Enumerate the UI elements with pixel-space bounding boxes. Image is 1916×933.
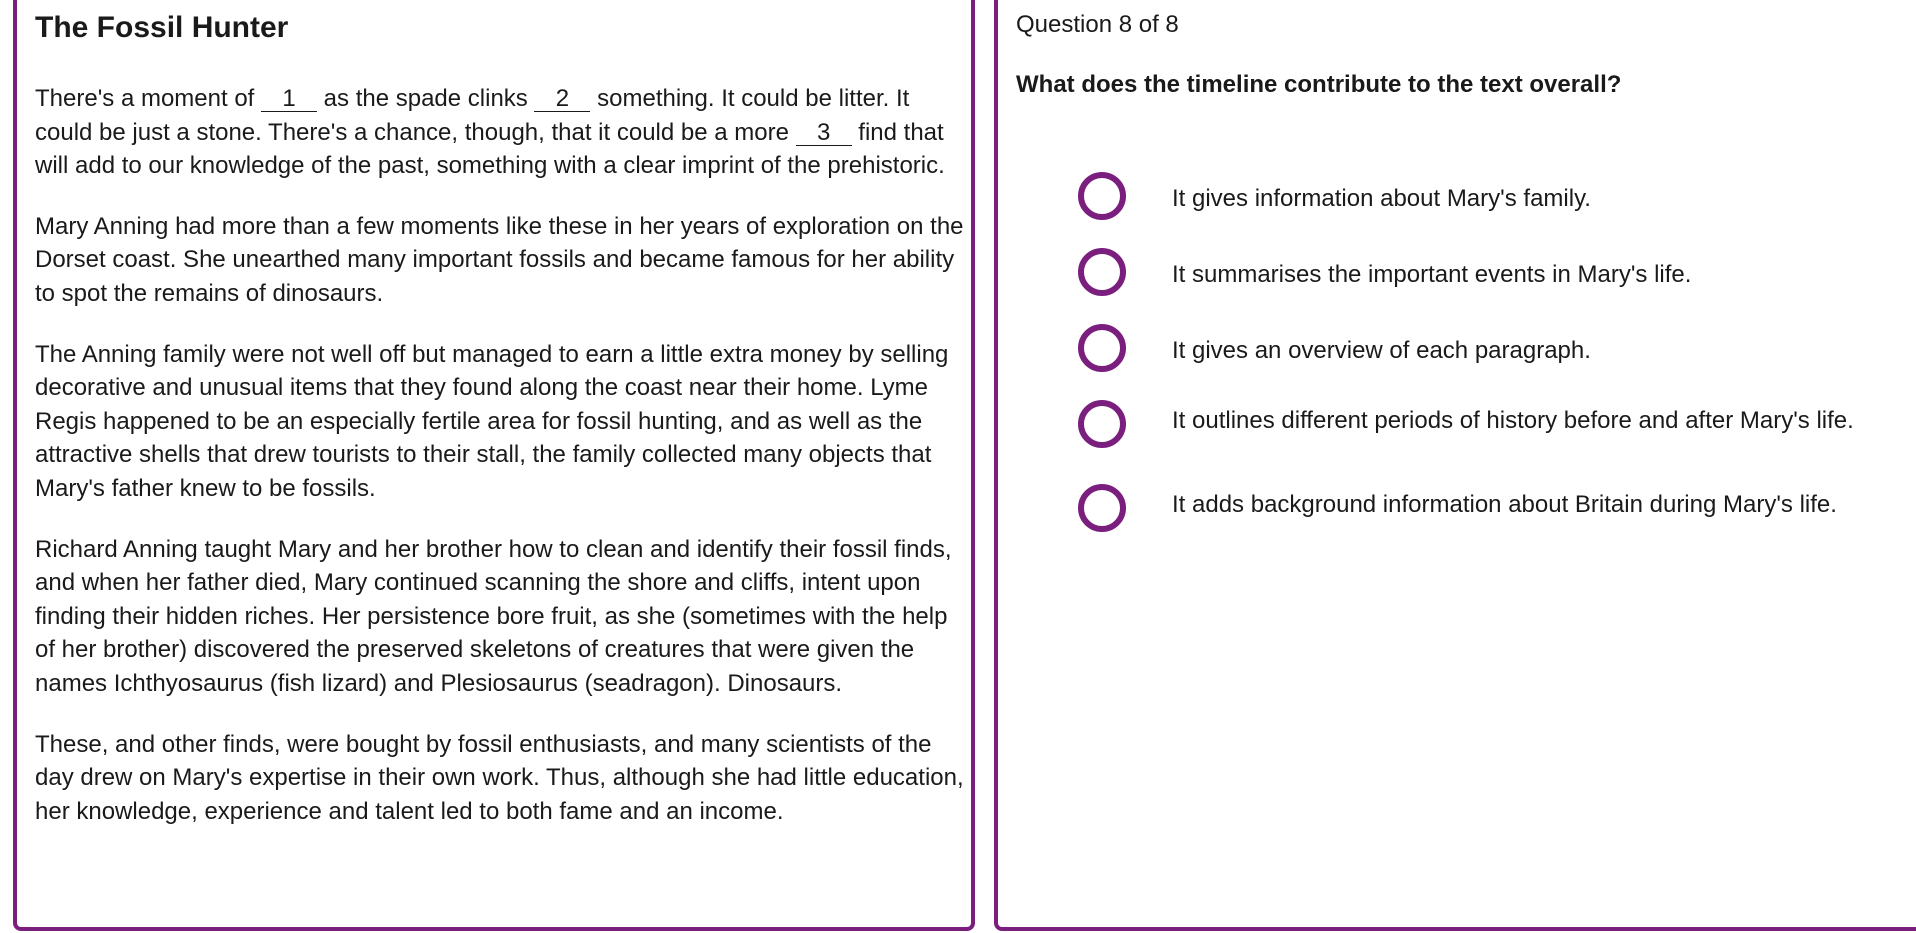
question-panel (994, 0, 1916, 931)
passage-paragraph-3: The Anning family were not well off but managed to earn a little extra money by selling decorative and unusual items that they found along the coast near their home. Lyme Regis happened to be an especially fertile area for fossil hunting, and as well as the attractive shells that drew tourists to their stall, the family collected many objects that Mary's father knew to be fossils. (35, 340, 949, 502)
passage-paragraph-4: Richard Anning taught Mary and her brother how to clean and identify their fossil finds, and when her father died, Mary continued scanning the shore and cliffs, intent upon finding their hidden riches. Her persistence bore fruit, as she (sometimes with the help of her brother) discovered the preserved skeletons of creatures that were given the names Ichthyosaurus (fish lizard) and Plesiosaurus (seadragon). Dinosaurs. (35, 535, 952, 697)
passage-paragraph-2: Mary Anning had more than a few moments like these in her years of exploration on the Dorset coast. She unearthed many important fossils and became famous for her ability to spot the remains of dinosaurs. (35, 212, 964, 307)
answer-option-5[interactable] (1078, 484, 1898, 568)
paragraph-text: There's a moment of (35, 85, 262, 112)
answer-option-2[interactable] (1078, 248, 1898, 324)
paragraph-text: find that will add to our knowledge of the past, something with a clear imprint of the prehistoric. (35, 118, 945, 180)
answer-option-label[interactable]: It adds background information about Britain during Mary's life. (1172, 491, 1837, 518)
paragraph-text: something. It could be litter. It could be just a stone. There's a chance, though, that it could be a more (35, 85, 910, 146)
answer-option-label[interactable]: It gives an overview of each paragraph. (1172, 337, 1591, 364)
answer-option-4[interactable] (1078, 400, 1898, 484)
answer-option-1[interactable] (1078, 172, 1898, 248)
passage-paragraph-5: These, and other finds, were bought by fossil enthusiasts, and many scientists of the day drew on Mary's expertise in their own work. Thus, although she had little education, her knowledge, experience and talent led to both fame and an income. (35, 730, 964, 825)
radio-button[interactable] (1078, 484, 1126, 532)
answer-option-3[interactable] (1078, 324, 1898, 400)
gap-3: 3 (796, 121, 852, 146)
radio-button[interactable] (1078, 324, 1126, 372)
radio-button[interactable] (1078, 248, 1126, 296)
passage-body (35, 82, 965, 855)
question-text: What does the timeline contribute to the text overall? (1016, 71, 1622, 98)
gap-1: 1 (261, 87, 317, 112)
passage-paragraph-1 (35, 82, 965, 183)
answer-options (1078, 172, 1898, 568)
answer-option-label[interactable]: It summarises the important events in Mary's life. (1172, 261, 1692, 288)
passage-title: The Fossil Hunter (35, 11, 289, 44)
answer-option-label[interactable]: It outlines different periods of history before and after Mary's life. (1172, 407, 1854, 434)
radio-button[interactable] (1078, 400, 1126, 448)
radio-button[interactable] (1078, 172, 1126, 220)
answer-option-label[interactable]: It gives information about Mary's family. (1172, 185, 1591, 212)
passage-panel (13, 0, 975, 931)
gap-2: 2 (534, 87, 590, 112)
paragraph-text: as the spade clinks (317, 85, 535, 112)
question-counter: Question 8 of 8 (1016, 11, 1179, 38)
